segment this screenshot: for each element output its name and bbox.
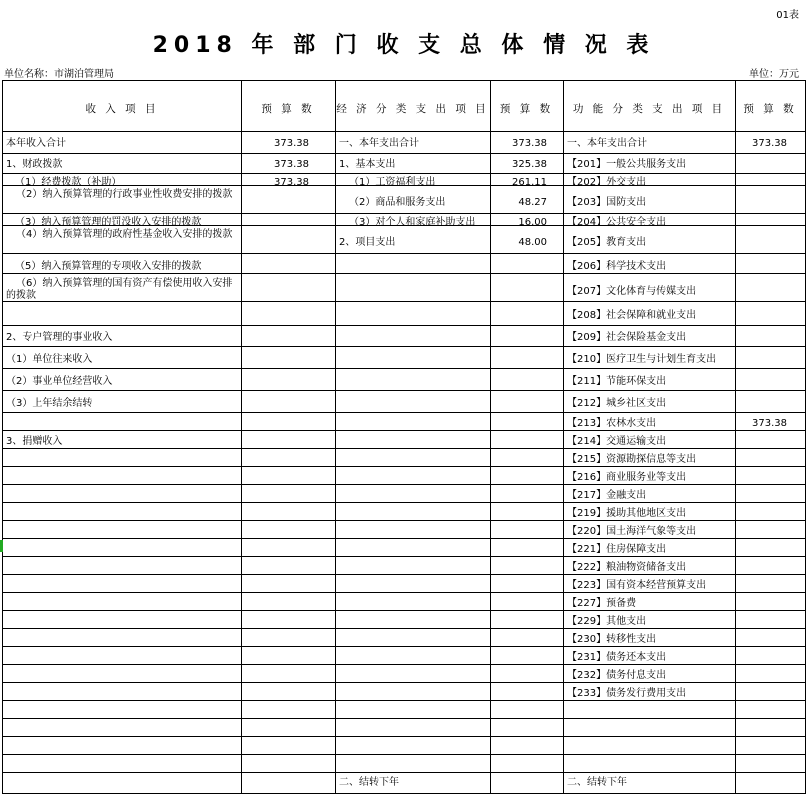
row-divider <box>3 273 805 274</box>
row-divider <box>3 772 805 773</box>
func-label: 【216】商业服务业等支出 <box>567 472 687 483</box>
func-label: 【204】公共安全支出 <box>567 217 667 228</box>
income-label: （1）单位往来收入 <box>6 354 93 365</box>
func-label: 【227】预备费 <box>567 598 637 609</box>
income-label: （2）纳入预算管理的行政事业性收费安排的拨款 <box>16 189 233 200</box>
func-label: 【230】转移性支出 <box>567 634 657 645</box>
income-label: （5）纳入预算管理的专项收入安排的拨款 <box>15 261 202 272</box>
row-divider <box>3 225 805 226</box>
func-label: 【213】农林水支出 <box>567 418 657 429</box>
row-divider <box>3 301 805 302</box>
econ-value: 48.00 <box>518 237 547 248</box>
row-divider <box>3 646 805 647</box>
header-func-budget: 预 算 数 <box>743 103 797 115</box>
header-income-item: 收 入 项 目 <box>85 103 159 115</box>
row-divider <box>3 520 805 521</box>
row-divider <box>3 754 805 755</box>
econ-label: 一、本年支出合计 <box>339 138 419 149</box>
col-divider <box>335 81 336 793</box>
income-label: 2、专户管理的事业收入 <box>6 332 113 343</box>
row-divider <box>3 538 805 539</box>
func-label: 【221】住房保障支出 <box>567 544 667 555</box>
row-divider <box>3 346 805 347</box>
func-label: 二、结转下年 <box>567 777 627 788</box>
econ-value: 261.11 <box>512 177 547 188</box>
income-label: （1）经费拨款（补助） <box>15 177 122 188</box>
income-value: 373.38 <box>274 138 309 149</box>
income-value: 373.38 <box>274 159 309 170</box>
col-divider <box>241 81 242 793</box>
income-label: （2）事业单位经营收入 <box>6 376 113 387</box>
func-label: 【217】金融支出 <box>567 490 647 501</box>
col-divider <box>490 81 491 793</box>
func-label: 【203】国防支出 <box>567 197 647 208</box>
unit-name: 单位名称：市湖泊管理局 <box>4 69 114 80</box>
income-label: （6）纳入预算管理的国有资产有偿使用收入安排的拨款 <box>6 278 233 301</box>
row-divider <box>3 253 805 254</box>
income-label: 本年收入合计 <box>6 138 66 149</box>
func-label: 【229】其他支出 <box>567 616 647 627</box>
row-divider <box>3 718 805 719</box>
row-divider <box>3 185 805 186</box>
row-divider <box>3 592 805 593</box>
form-code: 01表 <box>776 10 799 21</box>
page-title: 2018 年 部 门 收 支 总 体 情 况 表 <box>152 33 655 58</box>
econ-value: 16.00 <box>518 217 547 228</box>
func-label: 【212】城乡社区支出 <box>567 398 667 409</box>
func-value: 373.38 <box>752 418 787 429</box>
row-divider <box>3 448 805 449</box>
func-label: 【209】社会保险基金支出 <box>567 332 687 343</box>
income-label: 3、捐赠收入 <box>6 436 63 447</box>
row-divider <box>3 368 805 369</box>
func-label: 【231】债务还本支出 <box>567 652 667 663</box>
func-label: 【222】粮油物资储备支出 <box>567 562 687 573</box>
func-label: 【210】医疗卫生与计划生育支出 <box>567 354 717 365</box>
budget-table <box>2 80 806 794</box>
econ-label: （1）工资福利支出 <box>349 177 436 188</box>
row-divider <box>3 628 805 629</box>
econ-label: （3）对个人和家庭补助支出 <box>349 217 476 228</box>
income-label: （3）纳入预算管理的罚没收入安排的拨款 <box>15 217 202 228</box>
row-divider <box>3 412 805 413</box>
func-label: 【233】债务发行费用支出 <box>567 688 687 699</box>
row-divider <box>3 131 805 132</box>
func-label: 【201】一般公共服务支出 <box>567 159 687 170</box>
func-label: 【211】节能环保支出 <box>567 376 667 387</box>
row-divider <box>3 430 805 431</box>
func-label: 【232】债务付息支出 <box>567 670 667 681</box>
row-divider <box>3 502 805 503</box>
row-divider <box>3 466 805 467</box>
func-label: 【214】交通运输支出 <box>567 436 667 447</box>
row-divider <box>3 700 805 701</box>
col-divider <box>563 81 564 793</box>
func-label: 【205】教育支出 <box>567 237 647 248</box>
econ-label: 2、项目支出 <box>339 237 396 248</box>
func-label: 【207】文化体育与传媒支出 <box>567 286 697 297</box>
income-label: （3）上年结余结转 <box>6 398 93 409</box>
econ-value: 373.38 <box>512 138 547 149</box>
row-divider <box>3 610 805 611</box>
row-divider <box>3 574 805 575</box>
econ-label: 1、基本支出 <box>339 159 396 170</box>
income-label: （4）纳入预算管理的政府性基金收入安排的拨款 <box>16 229 233 240</box>
unit-currency: 单位：万元 <box>749 69 799 80</box>
func-label: 【220】国土海洋气象等支出 <box>567 526 697 537</box>
selection-marker <box>0 540 3 552</box>
row-divider <box>3 213 805 214</box>
header-income-budget: 预 算 数 <box>261 103 315 115</box>
func-label: 一、本年支出合计 <box>567 138 647 149</box>
row-divider <box>3 484 805 485</box>
func-label: 【215】资源勘探信息等支出 <box>567 454 697 465</box>
func-label: 【219】援助其他地区支出 <box>567 508 687 519</box>
header-func-item: 功 能 分 类 支 出 项 目 <box>572 103 726 115</box>
income-label: 1、财政拨款 <box>6 159 63 170</box>
econ-value: 325.38 <box>512 159 547 170</box>
econ-label: 二、结转下年 <box>339 777 399 788</box>
row-divider <box>3 556 805 557</box>
func-label: 【202】外交支出 <box>567 177 647 188</box>
income-value: 373.38 <box>274 177 309 188</box>
row-divider <box>3 153 805 154</box>
func-label: 【223】国有资本经营预算支出 <box>567 580 707 591</box>
row-divider <box>3 664 805 665</box>
econ-label: （2）商品和服务支出 <box>349 197 446 208</box>
header-econ-budget: 预 算 数 <box>499 103 554 115</box>
row-divider <box>3 173 805 174</box>
row-divider <box>3 325 805 326</box>
func-value: 373.38 <box>752 138 787 149</box>
row-divider <box>3 736 805 737</box>
econ-value: 48.27 <box>518 197 547 208</box>
col-divider <box>735 81 736 793</box>
header-econ-item: 经 济 分 类 支 出 项 目 <box>336 103 489 115</box>
func-label: 【208】社会保障和就业支出 <box>567 310 697 321</box>
func-label: 【206】科学技术支出 <box>567 261 667 272</box>
row-divider <box>3 390 805 391</box>
row-divider <box>3 682 805 683</box>
